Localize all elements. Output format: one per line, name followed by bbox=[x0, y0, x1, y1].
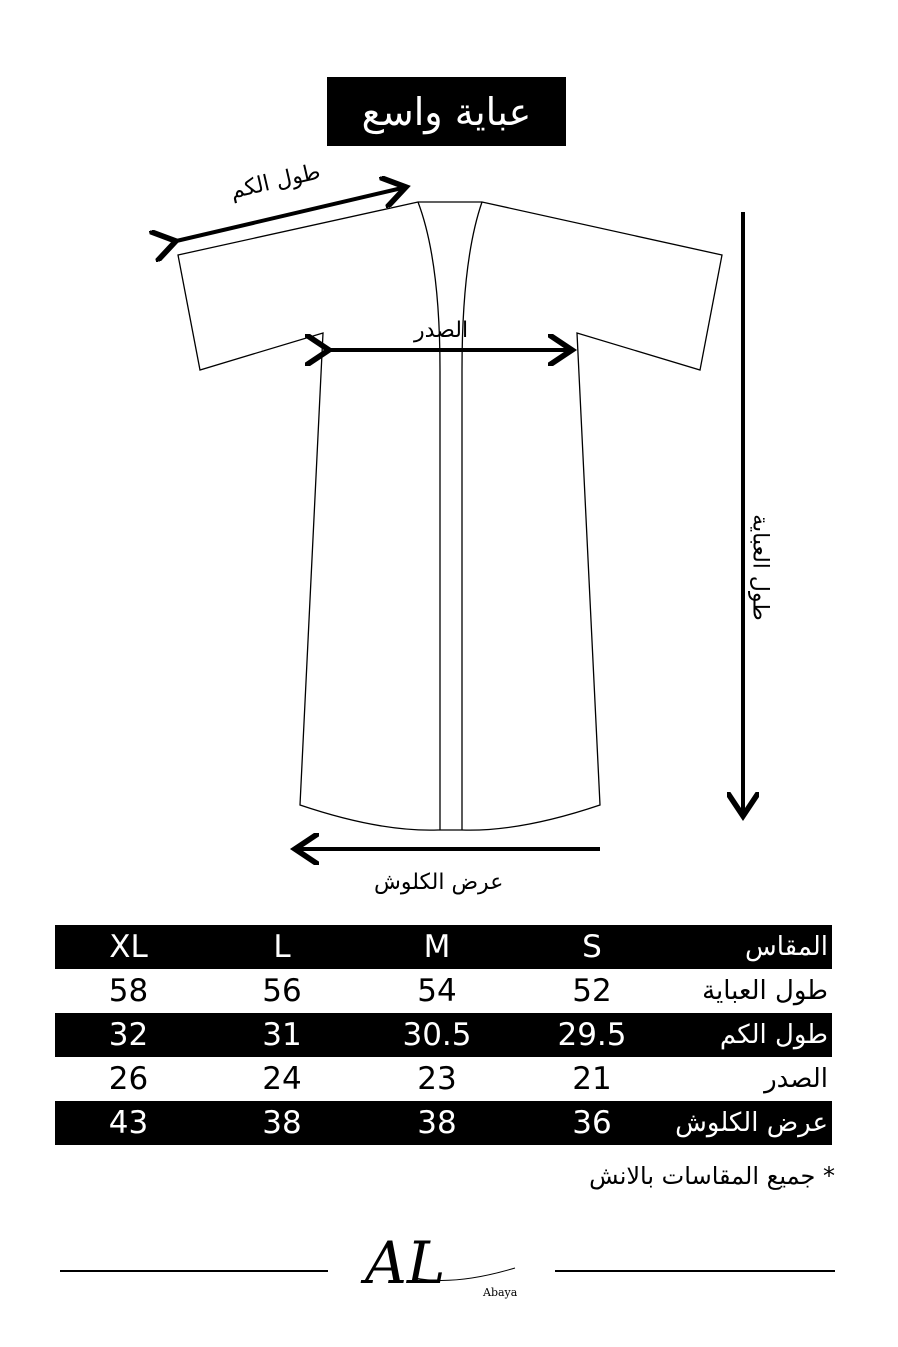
table-cell: 43 bbox=[108, 1105, 149, 1141]
garment-outline bbox=[178, 202, 722, 830]
table-cell: 31 bbox=[262, 1017, 302, 1053]
brand-logo bbox=[355, 1228, 535, 1308]
table-cell: 29.5 bbox=[557, 1017, 627, 1053]
divider-left bbox=[60, 1270, 328, 1272]
front-placket bbox=[418, 202, 482, 830]
table-cell: 58 bbox=[108, 973, 149, 1009]
sleeve-length-label: طول الكم bbox=[228, 159, 323, 205]
table-cell: 52 bbox=[572, 973, 612, 1009]
sleeve-length-arrow bbox=[172, 188, 402, 242]
table-cell: 38 bbox=[262, 1105, 302, 1141]
abaya-length-label: طول العباية bbox=[747, 514, 773, 621]
table-cell: 56 bbox=[262, 973, 302, 1009]
page-title: عباية واسع bbox=[327, 77, 566, 146]
table-row bbox=[55, 1057, 832, 1101]
table-cell: 24 bbox=[262, 1061, 302, 1097]
row-label: عرض الكلوش bbox=[675, 1108, 828, 1138]
table-cell: 26 bbox=[108, 1061, 149, 1097]
table-cell: 38 bbox=[417, 1105, 457, 1141]
chest-label: الصدر bbox=[414, 318, 469, 343]
table-cell: 36 bbox=[572, 1105, 612, 1141]
table-row bbox=[55, 1013, 832, 1057]
hem-width-label: عرض الكلوش bbox=[374, 870, 504, 895]
units-note: * جميع المقاسات بالانش bbox=[589, 1162, 835, 1190]
size-header-s: S bbox=[582, 929, 602, 965]
table-header-row bbox=[55, 925, 832, 969]
table-cell: 32 bbox=[108, 1017, 149, 1053]
row-label: طول العباية bbox=[702, 976, 828, 1006]
divider-right bbox=[555, 1270, 835, 1272]
size-header-l: L bbox=[273, 929, 291, 965]
row-label: الصدر bbox=[764, 1064, 828, 1094]
table-row bbox=[55, 969, 832, 1013]
table-cell: 30.5 bbox=[402, 1017, 472, 1053]
size-header-m: M bbox=[423, 929, 451, 965]
table-cell: 23 bbox=[417, 1061, 457, 1097]
table-cell: 54 bbox=[417, 973, 457, 1009]
size-header-xl: XL bbox=[109, 929, 148, 965]
size-header-label: المقاس bbox=[745, 932, 828, 962]
size-table bbox=[55, 925, 832, 1145]
logo-monogram: AL bbox=[365, 1229, 446, 1297]
table-row bbox=[55, 1101, 832, 1145]
logo-subtitle: Abaya bbox=[483, 1286, 518, 1299]
row-label: طول الكم bbox=[719, 1020, 828, 1050]
table-cell: 21 bbox=[572, 1061, 612, 1097]
